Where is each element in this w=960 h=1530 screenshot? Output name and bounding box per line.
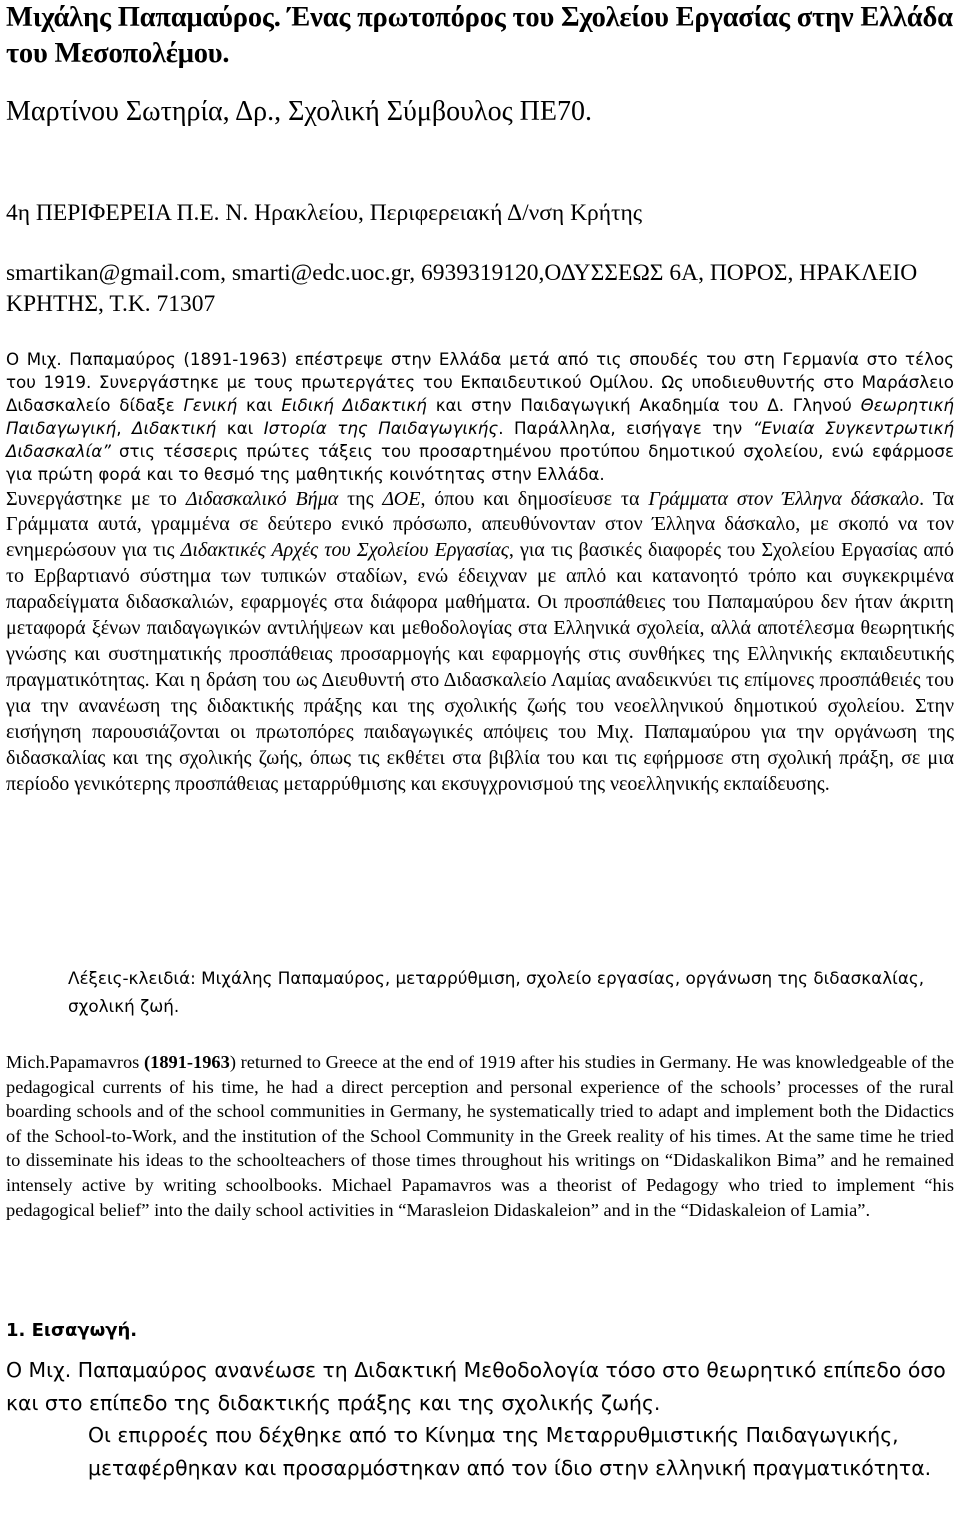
affiliation-line: 4η ΠΕΡΙΦΕΡΕΙΑ Π.Ε. Ν. Ηρακλείου, Περιφερειακή Δ/νση Κρήτης <box>6 200 643 226</box>
text-run: Συνεργάστηκε με το <box>6 487 186 510</box>
section-heading-introduction: 1. Εισαγωγή. <box>6 1320 138 1341</box>
text-run: και <box>237 395 282 416</box>
text-run: , <box>116 418 133 439</box>
text-run: Ο Μιχ. Παπαμαύρος (1891-1963) επέστρεψε στην Ελλάδα μετά από τις σπουδές του στη Γερμανία στο τέλος του 1919. Συνεργάστηκε με τους πρωτεργάτες του Εκπαιδευτικού Ομίλου. Ως υποδιευθυντής στο Μαράσλειο Διδασκαλείο δίδαξε <box>6 349 954 416</box>
bold-run: (1891-1963 <box>144 1052 230 1072</box>
text-run: και στην Παιδαγωγική Ακαδημία του Δ. Γληνού <box>426 395 861 416</box>
italic-run: Ιστορία της Παιδαγωγικής <box>263 418 499 439</box>
text-run: και <box>216 418 264 439</box>
italic-run: Ειδική Διδακτική <box>281 395 427 416</box>
text-run: ) returned to Greece at the end of 1919 after his studies in Germany. He was knowledgeable of the pedagogical currents of his time, he had a direct perception and personal experience of the schools’ processes of the rural boarding schools and of the school communities in Germany, he systematically tried to adapt and implement both the Didactics of the School-to-Work, and the institution of the School Community in the Greek reality of his times. At the same time he tried to disseminate his ideas to the schoolteachers of those times throughout his writings on “Didaskalikon Bima” and he remained intensely active by writing schoolbooks. Michael Papamavros was a theorist of Pedagogy who tried to implement “his pedagogical belief” into the daily school activities in “Marasleion Didaskaleion” and in the “Didaskaleion of Lamia”. <box>6 1052 954 1220</box>
text-run: , για τις βασικές διαφορές του Σχολείου Εργασίας από το Ερβαρτιανό σύστημα των τυπικών σταδίων, ενώ έδειχναν με απλό και κατανοητό τρόπο και συγκεκριμένα παραδείγματα διδασκαλιών, εφαρμογές στα διάφορα μαθήματα. Οι προσπάθειες του Παπαμαύρου δεν ήταν άκριτη μεταφορά ξένων παιδαγωγικών αντιλήψεων και μεθοδολογίας στα Ελληνικά σχολεία, αλλά αποτέλεσμα θεωρητικής γνώσης και συστηματικής προσπάθειας προσαρμογής και εφαρμογής στις συνθήκες της Ελληνικής εκπαιδευτικής πραγματικότητας. Και η δράση του ως Διευθυντή στο Διδασκαλείο Λαμίας αναδεικνύει τις επίμονες προσπάθειές του για την ανανέωση της διδακτικής πράξης και της σχολικής ζωής του νεοελληνικού δημοτικού σχολείου. Στην εισήγηση παρουσιάζονται οι πρωτοπόρες παιδαγωγικές απόψεις του Μιχ. Παπαμαύρου για την οργάνωση της διδασκαλίας και της σχολικής ζωής, όπως τις εκθέτει στα βιβλία του και τις εφήρμοσε στη σχολική πράξη, σε μια περίοδο γενικότερης προσπάθειας μεταρρύθμισης και εκσυγχρονισμού της νεοελληνικής εκπαίδευσης. <box>6 539 954 795</box>
introduction-body <box>6 1354 954 1484</box>
paper-title: Μιχάλης Παπαμαύρος. Ένας πρωτοπόρος του Σχολείου Εργασίας στην Ελλάδα του Μεσοπολέμου. <box>6 2 953 69</box>
text-run: . Τα Γράμματα αυτά, γραμμένα σε δεύτερο ενικό πρόσωπο, απευθύνονταν στον Έλληνα δάσκαλο, με σκοπό να τον ενημερώσουν για τις <box>6 487 954 562</box>
keywords: Λέξεις-κλειδιά: Μιχάλης Παπαμαύρος, μεταρρύθμιση, σχολείο εργασίας, οργάνωση της διδασκαλίας, σχολική ζωή. <box>68 968 925 1016</box>
text-run: στις τέσσερις πρώτες τάξεις του προσαρτημένου προτύπου δημοτικού σχολείου, ενώ εφάρμοσε για πρώτη φορά και το θεσμό της μαθητικής κοινότητας στην Ελλάδα. <box>6 441 954 485</box>
italic-run: Γράμματα στον Έλληνα δάσκαλο <box>648 487 920 510</box>
text-run: Mich.Papamavros <box>6 1052 144 1072</box>
contact-line: smartikan@gmail.com, smarti@edc.uoc.gr, 6939319120,ΟΔΥΣΣΕΩΣ 6Α, ΠΟΡΟΣ, ΗΡΑΚΛΕΙΟ ΚΡΗΤΗΣ, Τ.Κ. 71307 <box>6 260 918 317</box>
italic-run: Διδακτικές Αρχές του Σχολείου Εργασίας <box>180 539 509 562</box>
italic-run: Γενική <box>183 395 238 416</box>
author-line: Μαρτίνου Σωτηρία, Δρ., Σχολική Σύμβουλος ΠΕ70. <box>6 96 592 127</box>
introduction-paragraph-1: Ο Μιχ. Παπαμαύρος ανανέωσε τη Διδακτική Μεθοδολογία τόσο στο θεωρητικό επίπεδο όσο και στο επίπεδο της διδακτικής πράξης και της σχολικής ζωής. <box>6 1358 946 1415</box>
greek-abstract <box>6 348 954 797</box>
text-run: . Παράλληλα, εισήγαγε την <box>498 418 753 439</box>
italic-run: “Ενιαία Συγκεντρωτική Διδασκαλία” <box>6 418 955 462</box>
italic-run: Θεωρητική Παιδαγωγική <box>6 395 955 439</box>
italic-run: Διδασκαλικό Βήμα <box>185 487 339 510</box>
italic-run: ΔΟΕ <box>382 487 421 510</box>
text-run: , όπου και δημοσίευσε τα <box>420 487 649 510</box>
text-run: της <box>338 487 383 510</box>
greek-abstract-paragraph-1 <box>6 348 954 487</box>
introduction-paragraph-2: Οι επιρροές που δέχθηκε από το Κίνημα της Μεταρρυθμιστικής Παιδαγωγικής, μεταφέρθηκαν και προσαρμόστηκαν από τον ίδιο στην ελληνική πραγματικότητα. <box>88 1423 932 1480</box>
greek-abstract-paragraph-2 <box>6 487 954 798</box>
english-abstract <box>6 1050 954 1222</box>
italic-run: Διδακτική <box>132 418 217 439</box>
